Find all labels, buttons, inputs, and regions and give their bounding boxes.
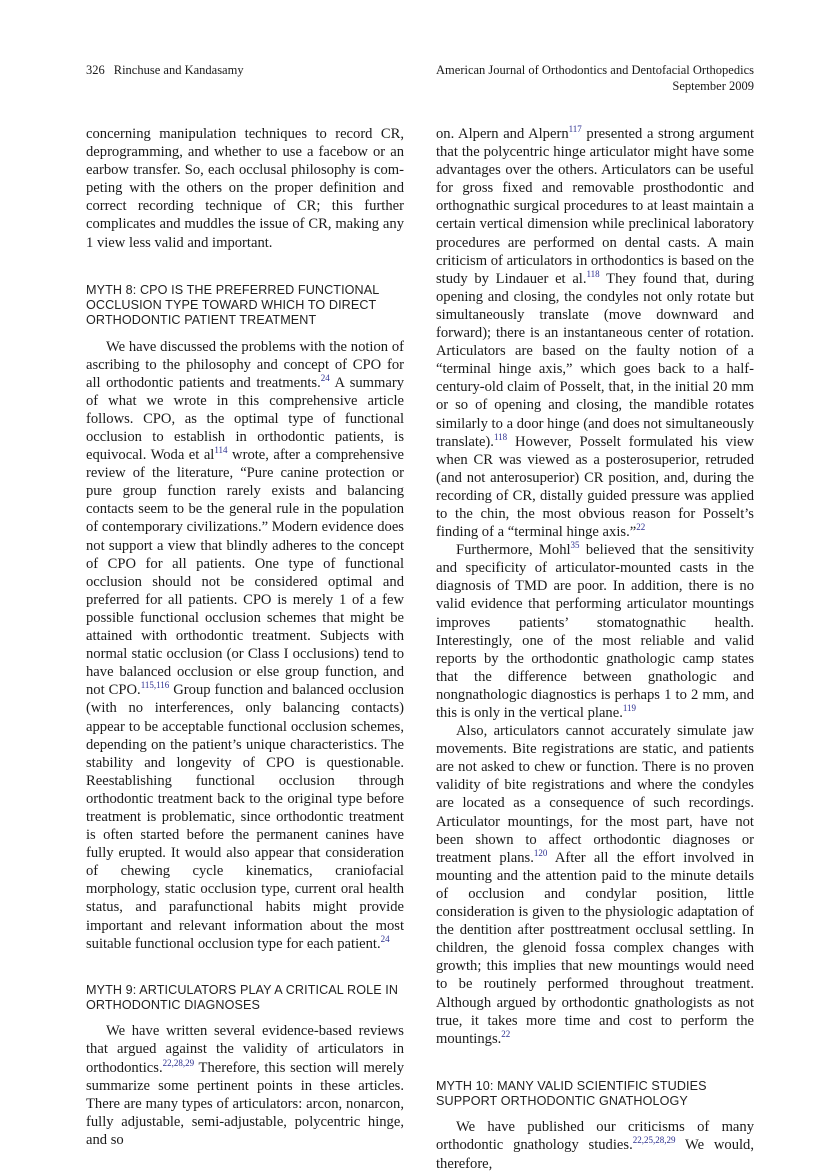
text-run: After all the effort involved in mounting and the attention paid to the minute details of occlusion and condylar position, little consideration is given to the physiologic adaptation of the dentition after posttreatment occlusal settling. In children, the glenoid fossa complex changes with growth; this implies that new mountings would need to be routinely performed throughout treatment. Although argued by orthodontic gnathologists as not true, it takes more time and cost to perform the mountings. — [436, 849, 754, 1047]
left-column — [86, 125, 404, 1149]
issue-date: September 2009 — [672, 79, 754, 93]
text-run: believed that the sensitivity and specificity of articulator-mounted casts in the diagnosis of TMD are poor. In addition, there is no valid evidence that performing articulator mountings improves patients’ stomatognathic health. Interestingly, one of the most reliable and valid reports by the orthodontic gnathologic camp states that the difference between gnathologic and nongnathologic diagnostics is perhaps 1 to 2 mm, and this is only in the vertical plane. — [436, 542, 754, 721]
reference-link[interactable]: 117 — [568, 124, 582, 135]
myth9-paragraph — [86, 1022, 404, 1149]
text-run: on. Alpern and Alpern — [436, 126, 569, 142]
header-right — [436, 62, 754, 94]
text-run: Therefore, this section will merely summarize some pertinent points in these articles. There are many types of articulators: arcon, nonarcon, fully adjustable, semi-adjustable, polycentric hinge, and so — [86, 1059, 404, 1148]
reference-link[interactable]: 119 — [622, 703, 637, 714]
reference-link[interactable]: 24 — [380, 933, 390, 944]
text-run: A summary of what we wrote in this comprehensive article follows. CPO, as the optimal type of functional occlusion to establish in orthodontic patients, is equivocal. Woda et al — [86, 374, 405, 464]
myth8-paragraph — [86, 338, 404, 953]
text-run: presented a strong argument that the polycentric hinge articulator might have some advantages over the others. Articulators can be useful for gross fixed and removable prosthodontic and orthognathic surgical procedures to at least maintain a certain vertical dimension while preclinical laboratory procedures are performed on dental casts. A main criticism of articulators in orthodontics is based on the study by Lindauer et al. — [436, 126, 755, 287]
section-heading-myth8: MYTH 8: CPO IS THE PREFERRED FUNCTIONAL OCCLUSION TYPE TOWARD WHICH TO DIRECT ORTHODONTIC PATIENT TREATMENT — [86, 282, 379, 328]
header-left — [86, 62, 244, 78]
articulator-limits-paragraph — [436, 722, 754, 1048]
reference-link[interactable]: 22,28,29 — [162, 1057, 195, 1068]
text-run: Also, articulators cannot accurately simulate jaw movements. Bite registrations are static, and patients are not asked to chew or function. There is no proven validity of bite registrations and where the condyles are located as a consequence of such recordings. Articulator mountings, for the most part, have not been shown to affect orthodontic diagnoses or treatment plans. — [436, 723, 754, 866]
text-run: They found that, during opening and closing, the condyles not only rotate but simultaneously translate (move downward and forward); there is an instantaneous center of rotation. Articulators are based on the faulty notion of a “terminal hinge axis,” which goes back to a half-century-old claim of Posselt, that, in the initial 20 mm or so of opening and closing, the mandible rotates similarly to a door hinge (and does not simultaneously translate). — [436, 270, 754, 450]
text-run: We have written several evidence-based reviews that argued against the validity of articulators in orthodontics. — [86, 1023, 404, 1076]
reference-link[interactable]: 118 — [586, 268, 600, 279]
reference-link[interactable]: 120 — [533, 847, 548, 858]
reference-link[interactable]: 118 — [493, 431, 508, 442]
journal-title: American Journal of Orthodontics and Dentofacial Orthopedics — [436, 63, 754, 77]
reference-link[interactable]: 114 — [214, 445, 228, 456]
reference-link[interactable]: 22 — [501, 1028, 511, 1039]
section-heading-myth9: MYTH 9: ARTICULATORS PLAY A CRITICAL ROLE IN ORTHODONTIC DIAGNOSES — [86, 982, 399, 1013]
myth9-continued-paragraph — [436, 125, 754, 541]
header-authors: Rinchuse and Kandasamy — [113, 63, 244, 77]
reference-link[interactable]: 115,116 — [140, 680, 170, 691]
reference-link[interactable]: 22 — [636, 522, 646, 533]
text-run: wrote, after a comprehensive review of the literature, “Pure canine protection or pure group function rarely exists and balancing contacts seem to be the general rule in the population of contemporary civilizations.” Modern evidence does not support a view that blindly adheres to the concept of CPO for all patients. One type of functional occlusion should not be considered optimal and preferred for all patients. CPO is merely 1 of a few possible functional occlusion schemes that might be attained with orthodontic treatment. Subjects with normal static occlusion (or Class I occlusions) tend to have balanced occlusion or else group function, and not CPO. — [86, 447, 404, 699]
text-run: Group function and balanced occlusion (with no interferences, only balancing contacts) appear to be acceptable functional occlusion schemes, depending on the patient’s unique characteristics. The stability and longevity of CPO is questionable. Reestablishing functional occlusion through orthodontic treatment back to the original type before treatment is problematic, since orthodontic treatment is often started before the permanent canines have fully erupted. It would also appear that consideration of chewing cycle kinematics, craniofacial morphology, static occlusion type, current oral health status, and parafunctional habits might provide important and relevant information about the most suitable functional occlusion type for each patient. — [86, 682, 404, 952]
reference-link[interactable]: 35 — [570, 540, 580, 551]
page-number: 326 — [86, 63, 105, 77]
text-run: Furthermore, Mohl — [456, 542, 571, 559]
reference-link[interactable]: 24 — [320, 372, 330, 383]
reference-link[interactable]: 22,25,28,29 — [632, 1135, 676, 1146]
text-run: We have published our criticisms of many orthodontic gnathology studies. — [436, 1119, 754, 1154]
text-run: We have discussed the problems with the notion of ascribing to the philosophy and concept of CPO for all orthodontic patients and treatments. — [86, 338, 404, 391]
right-column — [436, 125, 754, 1173]
continued-paragraph: concerning manipulation techniques to record CR, deprogramming, and whether to use a facebow or an earbow transfer. So, each occlusal philosophy is competing with the others on the proper definition and correct recording technique of CR; this further complicates and muddles the issue of CR, making any 1 view less valid and important. — [86, 126, 404, 251]
text-run: However, Posselt formulated his view when CR was viewed as a posterosuperior, retruded (and not anterosuperior) CR position, and, during the recording of CR, distally guided pressure was applied to the chin, the most obvious reason for Posselt’s finding of a “terminal hinge axis.” — [436, 433, 754, 541]
text-run: We would, therefore, — [436, 1137, 754, 1172]
section-heading-myth10: MYTH 10: MANY VALID SCIENTIFIC STUDIES SUPPORT ORTHODONTIC GNATHOLOGY — [436, 1078, 707, 1109]
mohl-paragraph — [436, 541, 754, 722]
myth10-paragraph — [436, 1118, 754, 1172]
